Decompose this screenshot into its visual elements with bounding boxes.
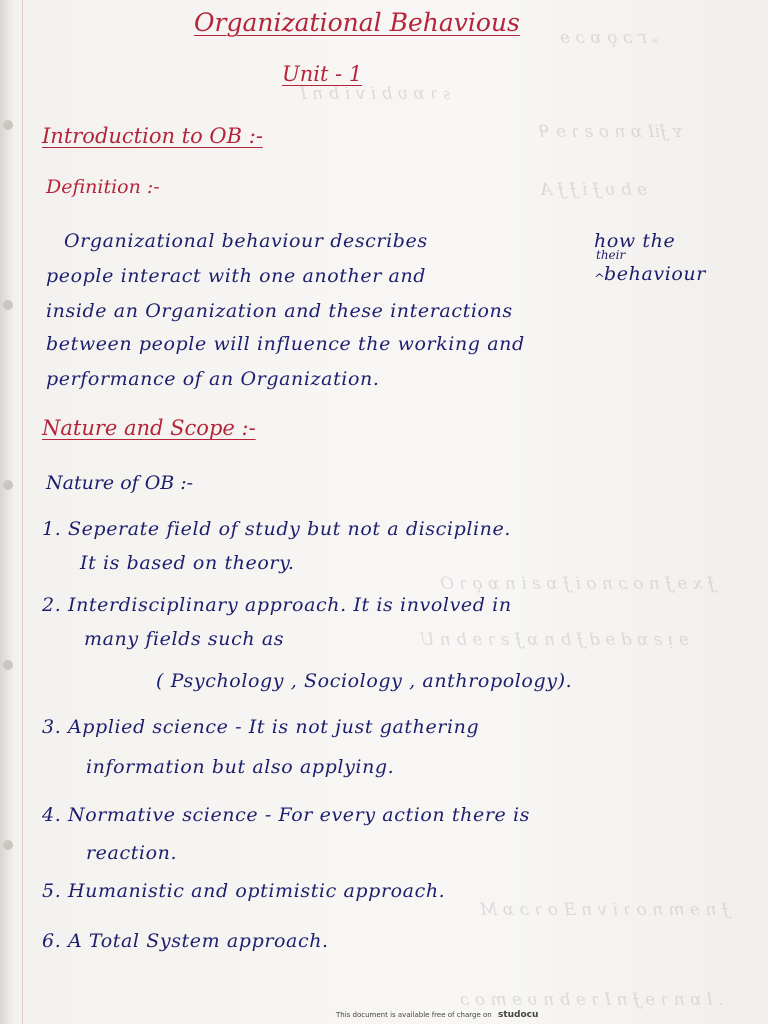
definition-insert-their: their (596, 248, 626, 262)
definition-line-4: between people will influence the working and (46, 333, 525, 355)
point-5: 5. Humanistic and optimistic approach. (42, 880, 446, 902)
bleed-through-text: ᵴ ɿ ɒ υ b i v i b n I (300, 84, 451, 104)
bleed-through-text: ʏ ɈiI ɒ n o ƨ ɿ ɘ ᑫ (540, 122, 684, 142)
watermark-footer (336, 1010, 538, 1020)
definition-line-2a: people interact with one another and (46, 265, 427, 287)
point-2-line-1: 2. Interdisciplinary approach. It is involved in (42, 594, 512, 616)
point-1-line-1: 1. Seperate field of study but not a discipline. (42, 518, 512, 540)
definition-line-1b: how the (594, 230, 676, 252)
bleed-through-text: Ɉ n ɘ m n o ɿ i v n Ǝ o ɿ ɔ ɒ M (480, 900, 729, 920)
definition-line-5: performance of an Organization. (46, 368, 380, 390)
point-4-line-2: reaction. (86, 842, 178, 864)
nature-scope-heading: Nature and Scope :- (42, 416, 256, 440)
page-title: Organizational Behavious (194, 8, 520, 37)
intro-heading: Introduction to OB :- (42, 124, 263, 148)
definition-line-2b: behaviour (604, 263, 706, 285)
bleed-through-text: ₔ ᴦ ɔ ǫ ɒ ɔ ɘ (560, 28, 659, 48)
unit-heading: Unit - 1 (282, 62, 363, 86)
definition-line-3: inside an Organization and these interactions (46, 300, 513, 322)
bleed-through-text: ɘ ᴉ ƨ ɒ d ɘ d Ɉ b n ɒ Ɉ ƨ ɿ ɘ b n U (420, 630, 689, 650)
margin-line (22, 0, 23, 1024)
point-2-line-2: many fields such as (84, 628, 285, 650)
nature-heading: Nature of OB :- (46, 472, 194, 494)
point-2-line-3: ( Psychology , Sociology , anthropology). (156, 670, 573, 692)
footer-note: This document is available free of charge on (336, 1011, 492, 1019)
point-1-line-2: It is based on theory. (80, 552, 295, 574)
point-3-line-1: 3. Applied science - It is not just gathering (42, 716, 480, 738)
point-3-line-2: information but also applying. (86, 756, 395, 778)
point-4-line-1: 4. Normative science - For every action there is (42, 804, 531, 826)
definition-heading: Definition :- (46, 176, 160, 198)
bleed-through-text: ɘ b υ Ɉ i Ɉ Ɉ A (540, 180, 648, 200)
definition-line-1a: Organizational behaviour describes (64, 230, 428, 252)
bleed-through-text: . l ɒ n ɿ ɘ Ɉ n I ɿ ɘ b n υ ɘ m o ɔ (460, 990, 724, 1010)
bleed-through-text: Ɉ x ɘ Ɉ n o ɔ n o i Ɉ ɒ ƨ i n ɒ ǫ ɿ O (440, 574, 715, 594)
point-6: 6. A Total System approach. (42, 930, 329, 952)
studocu-logo: studocu (497, 1010, 539, 1020)
insert-caret: ^ (594, 272, 605, 287)
